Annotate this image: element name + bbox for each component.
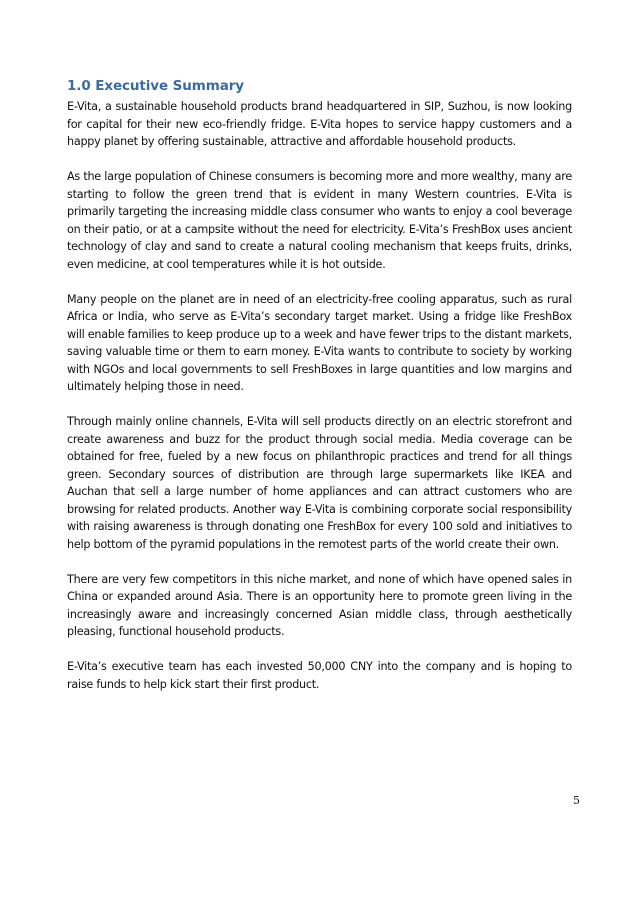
paragraph-competition: There are very few competitors in this niche market, and none of which have opened sales in China or expanded around Asia. There is an opportunity here to promote green living in the increasingly aware and increasingly concerned Asian middle class, through aesthetically pleasing, functional household products. xyxy=(67,572,572,638)
page-number: 5 xyxy=(573,794,580,807)
paragraph-distribution: Through mainly online channels, E-Vita will sell products directly on an electric storefront and create awareness and buzz for the product through social media. Media coverage can be obtained for free, fueled by a new focus on philanthropic practices and trend for all things green. Secondary sources of distribution are through large supermarkets like IKEA and Auchan that sell a large number of home appliances and can attract customers who are browsing for related products. Another way E-Vita is combining corporate social responsibility with raising awareness is through donating one FreshBox for every 100 sold and initiatives to help bottom of the pyramid populations in the remotest parts of the world create their own. xyxy=(67,415,572,551)
paragraph-funding: E-Vita’s executive team has each invested 50,000 CNY into the company and is hoping to raise funds to help kick start their first product. xyxy=(67,660,572,691)
paragraph-primary-market: As the large population of Chinese consumers is becoming more and more wealthy, many are starting to follow the green trend that is evident in many Western countries. E-Vita is primarily targeting the increasing middle class consumer who wants to enjoy a cool beverage on their patio, or at a campsite without the need for electricity. E-Vita’s FreshBox uses ancient technology of clay and sand to create a natural cooling mechanism that keeps fruits, drinks, even medicine, at cool temperatures while it is hot outside. xyxy=(67,170,572,271)
section-heading: 1.0 Executive Summary xyxy=(67,78,244,94)
paragraph-secondary-market: Many people on the planet are in need of an electricity-free cooling apparatus, such as rural Africa or India, who serve as E-Vita’s secondary target market. Using a fridge like FreshBox will enable families to keep produce up to a week and have fewer trips to the distant markets, saving valuable time or them to earn money. E-Vita wants to contribute to society by working with NGOs and local governments to sell FreshBoxes in large quantities and low margins and ultimately helping those in need. xyxy=(67,292,572,393)
executive-summary-section xyxy=(67,77,572,711)
paragraph-intro: E-Vita, a sustainable household products brand headquartered in SIP, Suzhou, is now looking for capital for their new eco-friendly fridge. E-Vita hopes to service happy customers and a happy planet by offering sustainable, attractive and affordable household products. xyxy=(67,100,572,148)
